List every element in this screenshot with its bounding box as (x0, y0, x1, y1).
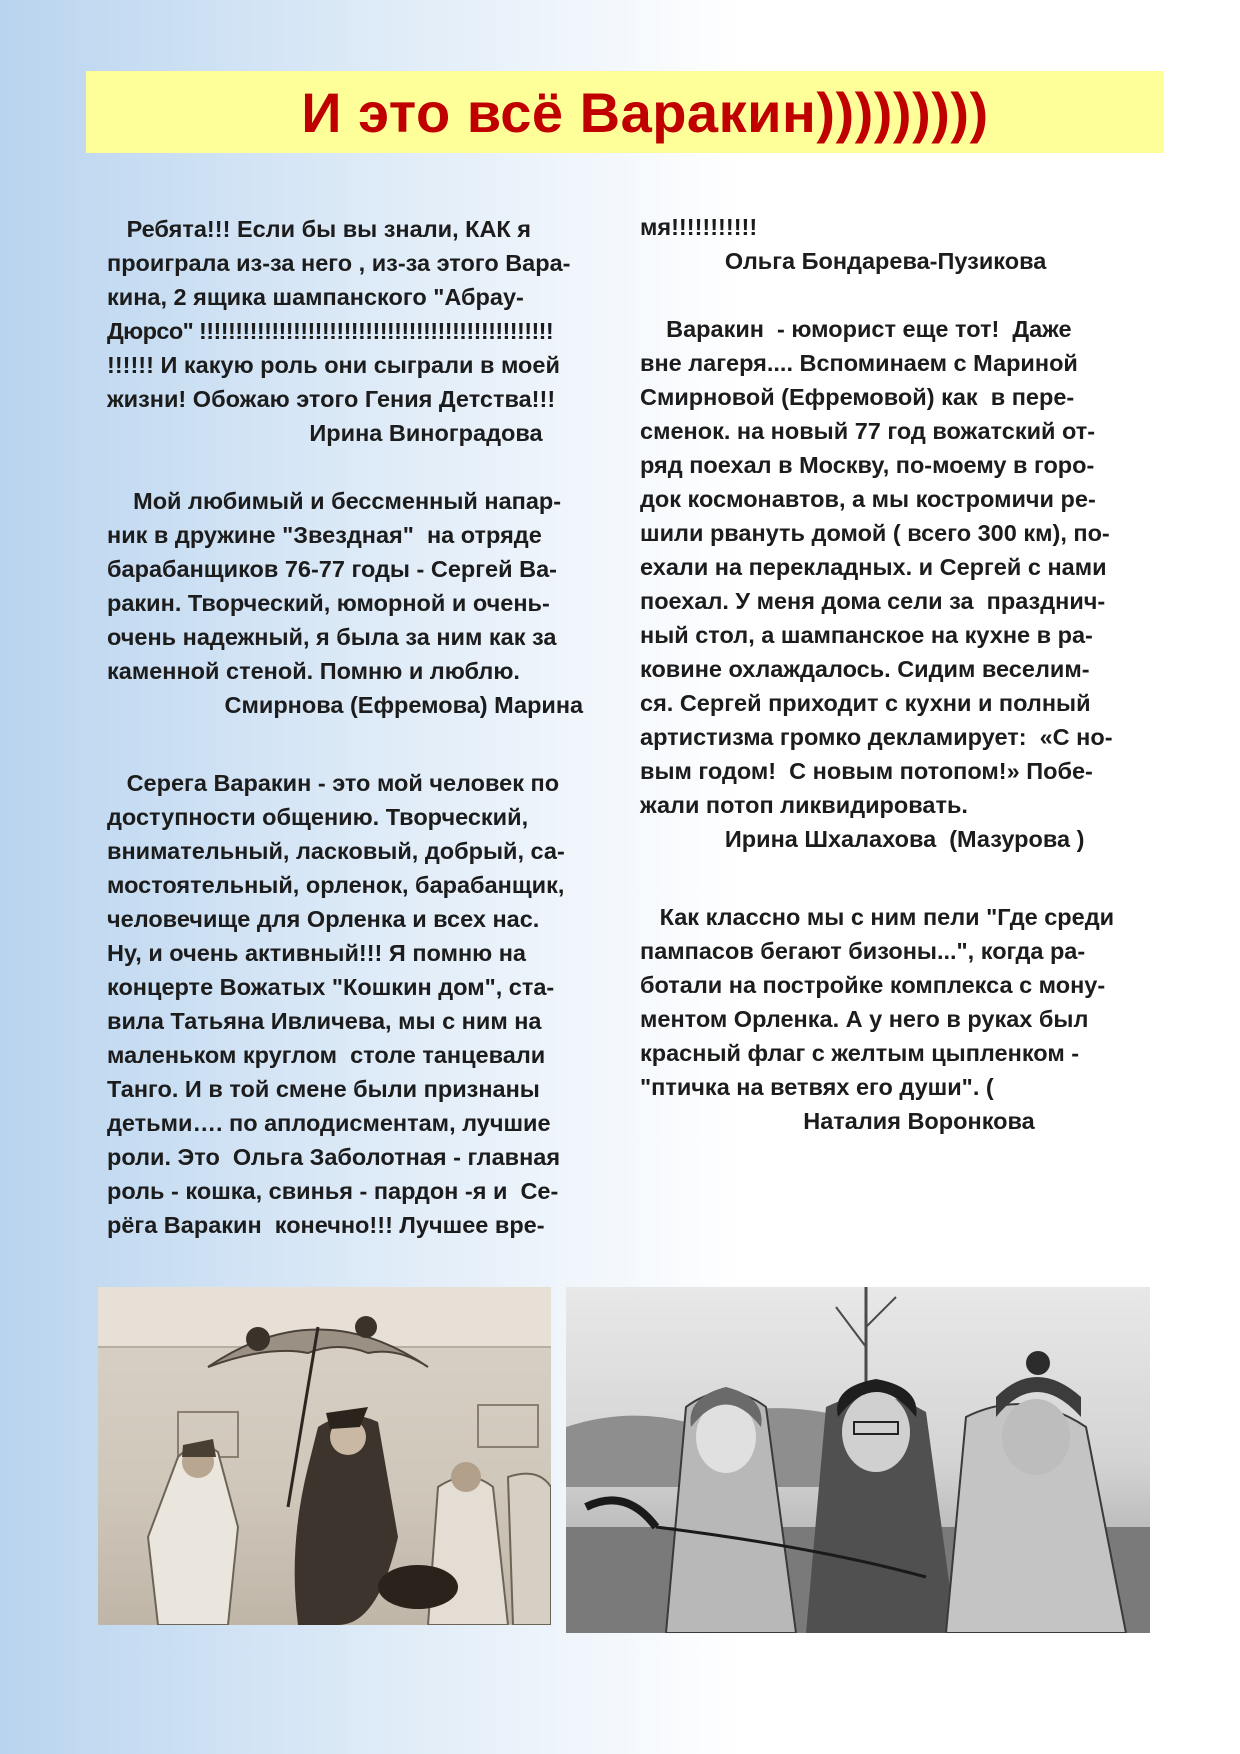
text-line: рёга Варакин конечно!!! Лучшее вре- (107, 1212, 545, 1238)
text-line: ехали на перекладных. и Сергей с нами (640, 554, 1107, 580)
text-line: Ну, и очень активный!!! Я помню на (107, 940, 527, 966)
author-signature: Ольга Бондарева-Пузикова (640, 248, 1047, 274)
paragraph-1 (640, 312, 1150, 856)
text-line: Дюрсо" !!!!!!!!!!!!!!!!!!!!!!!!!!!!!!!!!!!!!!!!!!!!!!!!! (107, 318, 554, 344)
text-line: роли. Это Ольга Заболотная - главная (107, 1144, 561, 1170)
paragraph-3 (107, 766, 617, 1242)
author-signature: Ирина Шхалахова (Мазурова ) (640, 826, 1085, 852)
text-line: барабанщиков 76-77 годы - Сергей Ва- (107, 556, 557, 582)
author-signature: Ирина Виноградова (107, 420, 543, 446)
text-line: Мой любимый и бессменный напар- (107, 488, 562, 514)
text-line: пампасов бегают бизоны...", когда ра- (640, 938, 1086, 964)
text-line: доступности общению. Творческий, (107, 804, 529, 830)
page-title: И это всё Варакин))))))))) (301, 80, 989, 144)
text-line: Как классно мы с ним пели "Где среди (640, 904, 1115, 930)
paragraph-2 (107, 484, 617, 722)
photo-stage-umbrella (98, 1287, 551, 1625)
text-line: красный флаг с желтым цыпленком - (640, 1040, 1080, 1066)
text-line: поехал. У меня дома сели за празднич- (640, 588, 1106, 614)
paragraph-2 (640, 900, 1150, 1138)
text-line: ботали на постройке комплекса с мону- (640, 972, 1106, 998)
text-line: !!!!!! И какую роль они сыграли в моей (107, 352, 560, 378)
text-line: проиграла из-за него , из-за этого Вара- (107, 250, 571, 276)
text-line: ракин. Творческий, юморной и очень- (107, 590, 550, 616)
text-line: Смирновой (Ефремовой) как в пере- (640, 384, 1075, 410)
title-banner (86, 71, 1164, 153)
text-line: ник в дружине "Звездная" на отряде (107, 522, 542, 548)
text-line: вила Татьяна Ивличева, мы с ним на (107, 1008, 542, 1034)
text-line: ряд поехал в Москву, по-моему в горо- (640, 452, 1095, 478)
photo-group-outdoors (566, 1287, 1150, 1633)
text-line: "птичка на ветвях его души". ( (640, 1074, 994, 1100)
text-line: ковине охлаждалось. Сидим веселим- (640, 656, 1090, 682)
text-line: ментом Орленка. А у него в руках был (640, 1006, 1089, 1032)
right-column (640, 210, 1150, 1138)
text-line: каменной стеной. Помню и люблю. (107, 658, 520, 684)
text-line: Ребята!!! Если бы вы знали, КАК я (107, 216, 532, 242)
text-line: артистизма громко декламирует: «С но- (640, 724, 1113, 750)
text-line: вне лагеря.... Вспоминаем с Мариной (640, 350, 1078, 376)
text-line: маленьком круглом столе танцевали (107, 1042, 546, 1068)
paragraph-1 (107, 212, 617, 450)
text-line: очень надежный, я была за ним как за (107, 624, 557, 650)
left-column (107, 212, 617, 1242)
text-line: мя!!!!!!!!!!! (640, 214, 758, 240)
text-line: роль - кошка, свинья - пардон -я и Се- (107, 1178, 559, 1204)
text-line: мостоятельный, орленок, барабанщик, (107, 872, 565, 898)
text-line: док космонавтов, а мы костромичи ре- (640, 486, 1096, 512)
text-line: шили рвануть домой ( всего 300 км), по- (640, 520, 1110, 546)
text-line: Серега Варакин - это мой человек по (107, 770, 560, 796)
text-line: сменок. на новый 77 год вожатский от- (640, 418, 1096, 444)
text-line: Варакин - юморист еще тот! Даже (640, 316, 1072, 342)
text-line: вым годом! С новым потопом!» Побе- (640, 758, 1093, 784)
text-line: человечище для Орленка и всех нас. (107, 906, 540, 932)
text-line: жали потоп ликвидировать. (640, 792, 968, 818)
text-line: жизни! Обожаю этого Гения Детства!!! (107, 386, 556, 412)
author-signature: Наталия Воронкова (640, 1108, 1035, 1134)
text-line: ся. Сергей приходит с кухни и полный (640, 690, 1091, 716)
text-line: внимательный, ласковый, добрый, са- (107, 838, 565, 864)
text-line: концерте Вожатых "Кошкин дом", ста- (107, 974, 555, 1000)
paragraph-0 (640, 210, 1150, 278)
text-line: ный стол, а шампанское на кухне в ра- (640, 622, 1093, 648)
text-line: Танго. И в той смене были признаны (107, 1076, 540, 1102)
text-line: детьми…. по аплодисментам, лучшие (107, 1110, 551, 1136)
author-signature: Смирнова (Ефремова) Марина (107, 692, 584, 718)
text-line: кина, 2 ящика шампанского "Абрау- (107, 284, 524, 310)
